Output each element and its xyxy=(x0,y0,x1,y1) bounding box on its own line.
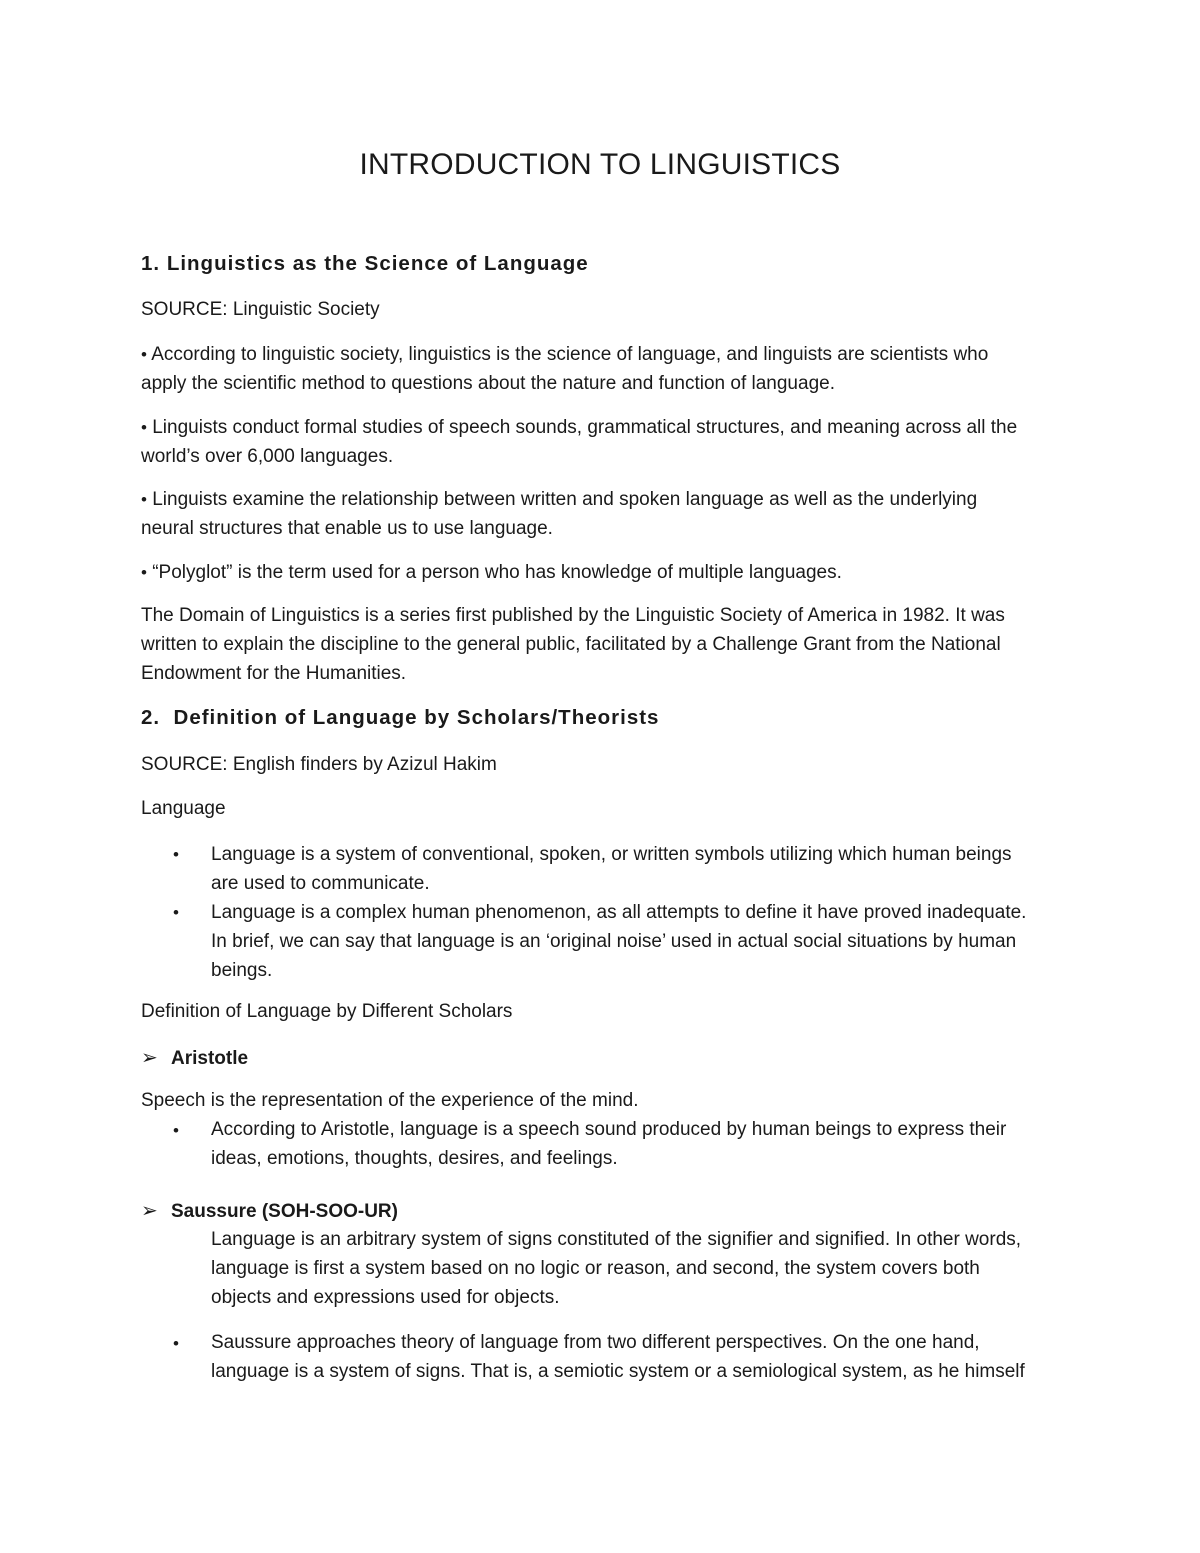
bullet-text: Linguists examine the relationship between written and spoken language as well as the underlying xyxy=(152,489,978,510)
section1-paragraph xyxy=(141,601,1005,688)
bullet-dot-icon: • xyxy=(141,345,147,364)
language-bullet-1 xyxy=(211,840,1012,898)
bullet-text: “Polyglot” is the term used for a person who has knowledge of multiple languages. xyxy=(152,562,842,583)
paragraph-line: objects and expressions used for objects. xyxy=(211,1287,560,1308)
saussure-name: Saussure (SOH-SOO-UR) xyxy=(171,1201,398,1222)
scholars-label: Definition of Language by Different Scholars xyxy=(141,1001,513,1022)
bullet-dot-icon: • xyxy=(141,490,147,509)
aristotle-name: Aristotle xyxy=(171,1048,249,1069)
aristotle-bullet xyxy=(211,1115,1006,1173)
bullet-text: ideas, emotions, thoughts, desires, and feelings. xyxy=(211,1148,618,1169)
section2-heading xyxy=(141,706,659,730)
bullet-text: According to linguistic society, linguistics is the science of language, and linguists are scientists who xyxy=(151,344,989,365)
bullet-text: neural structures that enable us to use language. xyxy=(141,518,553,539)
arrow-bullet-icon: ➢ xyxy=(141,1047,158,1069)
paragraph-line: The Domain of Linguistics is a series first published by the Linguistic Society of America in 1982. It was xyxy=(141,605,1005,626)
bullet-text: Linguists conduct formal studies of speech sounds, grammatical structures, and meaning across all the xyxy=(152,417,1018,438)
bullet-text: are used to communicate. xyxy=(211,873,430,894)
section1-bullet-4 xyxy=(141,558,842,587)
section1-bullet-1 xyxy=(141,340,988,398)
bullet-dot-icon: • xyxy=(141,418,147,437)
language-bullet-2 xyxy=(211,898,1026,985)
section1-source: SOURCE: Linguistic Society xyxy=(141,299,380,320)
bullet-text: According to Aristotle, language is a speech sound produced by human beings to express their xyxy=(211,1119,1007,1140)
bullet-dot-icon: • xyxy=(173,1334,179,1353)
page-title: INTRODUCTION TO LINGUISTICS xyxy=(359,148,841,181)
paragraph-line: language is first a system based on no logic or reason, and second, the system covers both xyxy=(211,1258,980,1279)
bullet-dot-icon: • xyxy=(173,845,179,864)
bullet-text: apply the scientific method to questions about the nature and function of language. xyxy=(141,373,835,394)
language-label: Language xyxy=(141,798,226,819)
aristotle-speech: Speech is the representation of the experience of the mind. xyxy=(141,1090,639,1111)
aristotle-heading xyxy=(141,1045,248,1070)
bullet-text: world’s over 6,000 languages. xyxy=(141,446,394,467)
bullet-text: Language is a system of conventional, spoken, or written symbols utilizing which human beings xyxy=(211,844,1012,865)
bullet-text: Language is a complex human phenomenon, as all attempts to define it have proved inadequate. xyxy=(211,902,1027,923)
bullet-dot-icon: • xyxy=(141,563,147,582)
arrow-bullet-icon: ➢ xyxy=(141,1200,158,1222)
section1-title: Linguistics as the Science of Language xyxy=(166,252,589,275)
bullet-text: Saussure approaches theory of language from two different perspectives. On the one hand, xyxy=(211,1332,980,1353)
saussure-bullet xyxy=(211,1328,1025,1386)
section2-title: Definition of Language by Scholars/Theorists xyxy=(173,706,660,729)
bullet-dot-icon: • xyxy=(173,903,179,922)
section2-number: 2. xyxy=(141,706,161,729)
section1-heading xyxy=(141,252,589,276)
section1-bullet-3 xyxy=(141,485,977,543)
bullet-dot-icon: • xyxy=(173,1121,179,1140)
bullet-text: language is a system of signs. That is, a semiotic system or a semiological system, as he himself xyxy=(211,1361,1025,1382)
bullet-text: In brief, we can say that language is an ‘original noise’ used in actual social situations by human xyxy=(211,931,1017,952)
bullet-text: beings. xyxy=(211,960,273,981)
section1-bullet-2 xyxy=(141,413,1017,471)
paragraph-line: written to explain the discipline to the general public, facilitated by a Challenge Grant from the National xyxy=(141,634,1001,655)
paragraph-line: Endowment for the Humanities. xyxy=(141,663,407,684)
section1-number: 1. xyxy=(141,252,161,275)
section2-source: SOURCE: English finders by Azizul Hakim xyxy=(141,754,497,775)
saussure-definition xyxy=(211,1225,1021,1312)
paragraph-line: Language is an arbitrary system of signs constituted of the signifier and signified. In other words, xyxy=(211,1229,1022,1250)
saussure-heading xyxy=(141,1198,398,1223)
